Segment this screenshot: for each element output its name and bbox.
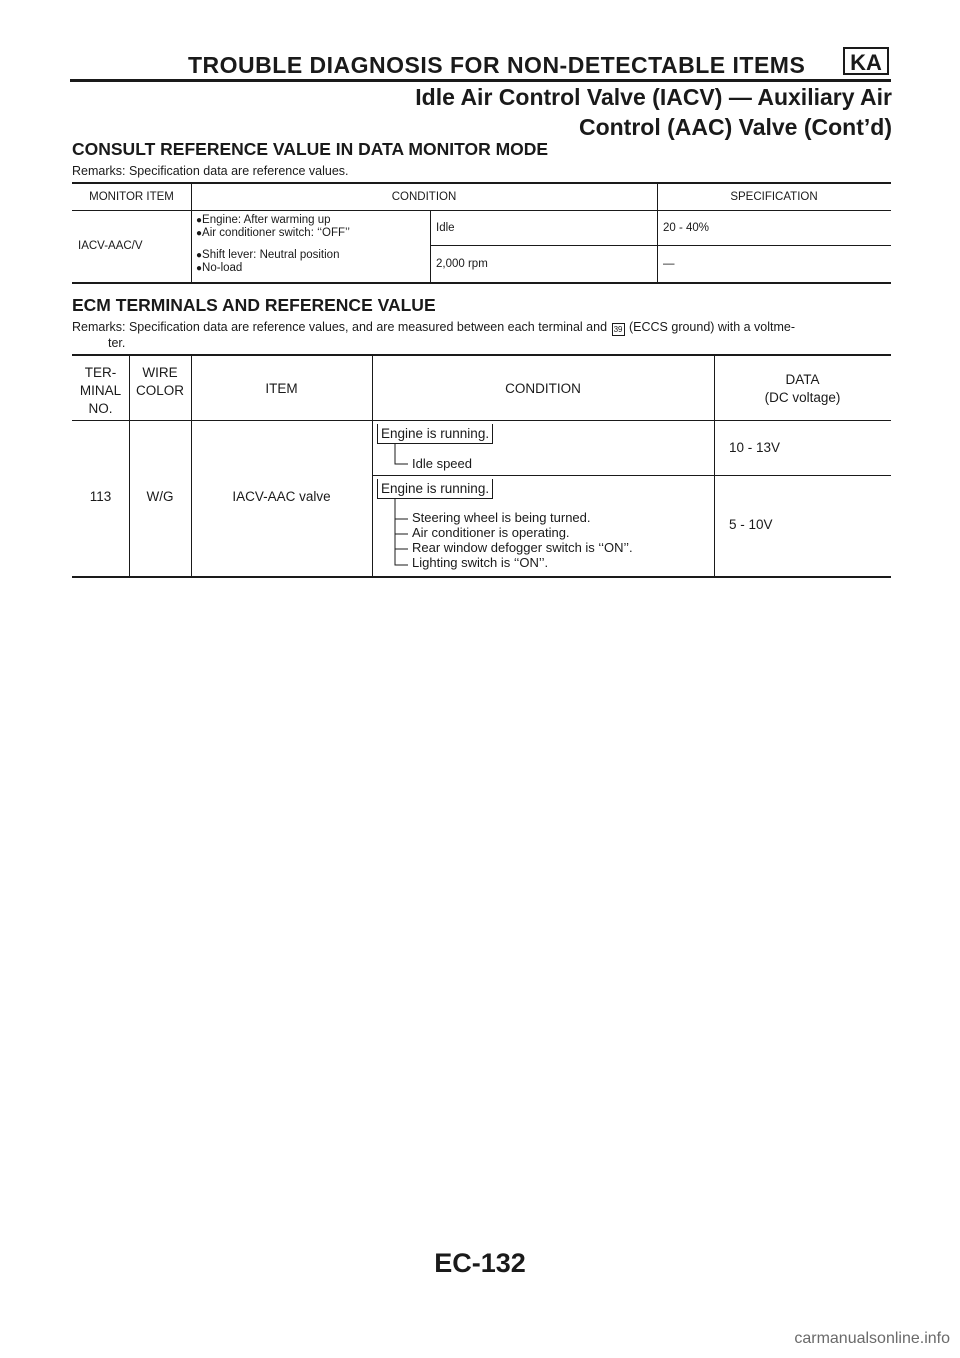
bullet-icon: ● [196,250,203,261]
condition-list-item [196,214,331,228]
ecm-remarks-text: Remarks: Specification data are reference values, and are measured between each terminal and [72,320,608,334]
condition-2000rpm: 2,000 rpm [436,258,488,270]
ecm-remarks-text: (ECCS ground) with a voltme- [629,320,796,334]
condition-branch: Air conditioner is operating. [412,525,570,540]
ground-terminal-icon: 39 [612,323,625,336]
monitor-item-cell: IACV-AAC/V [78,240,143,252]
wire-color-cell: W/G [146,489,174,504]
engine-state-box: Engine is running. [377,424,493,444]
header-line: TER- [84,365,117,380]
page-subtitle-line1: Idle Air Control Valve (IACV) — Auxiliary Air [415,84,892,110]
table-rule [372,475,891,476]
header-line: MINAL [79,383,122,398]
consult-section-title: CONSULT REFERENCE VALUE IN DATA MONITOR MODE [72,139,549,159]
header-line: WIRE [142,365,178,380]
page-number: EC-132 [434,1248,526,1278]
table-rule [72,354,891,356]
terminal-number-cell: 113 [89,489,112,504]
condition-idle: Idle [436,222,455,234]
condition-branch: Idle speed [412,456,472,471]
item-cell: IACV-AAC valve [232,489,331,504]
bullet-icon: ● [196,228,203,239]
condition-branch: Rear window defogger switch is ‘‘ON’’. [412,540,633,555]
bullet-icon: ● [196,215,203,226]
condition-list-item [196,227,350,241]
table-rule [430,245,891,246]
table-divider [430,211,431,282]
spec-idle: 20 - 40% [663,222,710,234]
page-subtitle-line2: Control (AAC) Valve (Cont’d) [578,114,892,140]
column-header-data [714,371,891,407]
column-header-condition: CONDITION [505,381,581,396]
condition-text: No-load [202,262,243,274]
column-header-item: ITEM [265,381,298,396]
data-value-cell: 10 - 13V [729,440,781,455]
condition-text: Air conditioner switch: ‘‘OFF’’ [202,227,350,239]
header-line: NO. [88,401,113,416]
table-rule [72,182,891,184]
condition-list-item [196,262,242,276]
ecm-remarks [72,320,795,336]
column-header-monitor-item: MONITOR ITEM [89,191,174,203]
section-header-title: TROUBLE DIAGNOSIS FOR NON-DETECTABLE ITEMS [188,52,806,78]
header-line: DATA [785,372,820,387]
condition-branch: Steering wheel is being turned. [412,510,591,525]
consult-remarks: Remarks: Specification data are reference values. [72,164,349,178]
header-line: COLOR [135,383,184,398]
column-header-wire-color [129,364,191,400]
table-rule [72,420,891,421]
branch-connector [394,444,408,468]
ecm-section-title: ECM TERMINALS AND REFERENCE VALUE [72,295,436,315]
spec-2000rpm: — [663,258,675,270]
ecm-remarks-continued: ter. [108,336,126,350]
branch-connector [394,499,408,569]
table-rule [72,576,891,578]
data-value-cell: 5 - 10V [729,517,773,532]
condition-text: Shift lever: Neutral position [202,249,340,261]
column-header-terminal [72,364,129,418]
page-subtitle [399,82,892,142]
table-rule [72,282,891,284]
watermark: carmanualsonline.info [794,1330,950,1347]
engine-state-box: Engine is running. [377,479,493,499]
column-header-specification: SPECIFICATION [730,191,818,203]
condition-text: Engine: After warming up [202,214,331,226]
bullet-icon: ● [196,263,203,274]
column-header-condition: CONDITION [391,191,457,203]
condition-branch: Lighting switch is ‘‘ON’’. [412,555,549,570]
model-badge: KA [843,47,889,75]
header-line: (DC voltage) [764,390,841,405]
condition-list-item [196,249,339,263]
table-rule [72,210,891,211]
